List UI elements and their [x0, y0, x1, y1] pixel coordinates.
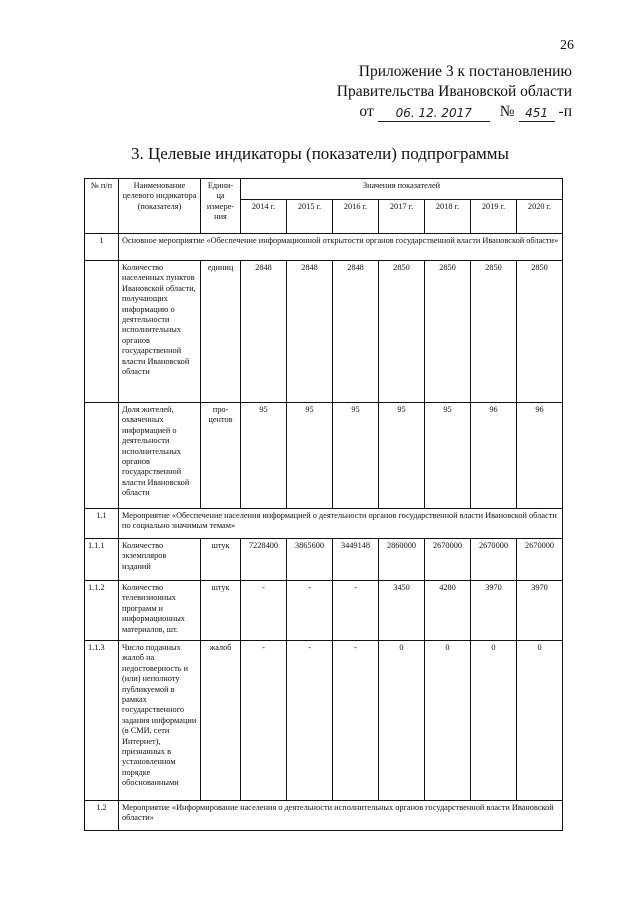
- indicator-name: Количество телевизионных программ и информационных материалов, шт.: [119, 581, 201, 641]
- value-cell: 3865600: [287, 539, 333, 581]
- section-num: 1.2: [85, 801, 119, 831]
- value-cell: 3970: [471, 581, 517, 641]
- header-values-group: Значения показателей: [241, 179, 563, 200]
- ot-label: от: [359, 103, 374, 120]
- row-num: [85, 403, 119, 509]
- value-cell: 96: [517, 403, 563, 509]
- indicator-name: Число поданных жалоб на недостоверность и (или) неполноту публикуемой в рамках государственного задания информации (в СМИ, сети Интернет), признанных в установленном порядке обоснованными: [119, 641, 201, 801]
- row-num: 1.1.1: [85, 539, 119, 581]
- indicator-unit: единиц: [201, 261, 241, 403]
- header-unit: Едини-ца измере-ния: [201, 179, 241, 234]
- value-cell: 2848: [287, 261, 333, 403]
- indicator-name: Количество населенных пунктов Ивановской области, получающих информацию о деятельности исполнительных органов государственной власти Ивановской области: [119, 261, 201, 403]
- value-cell: -: [287, 581, 333, 641]
- value-cell: 95: [425, 403, 471, 509]
- header-year: 2014 г.: [241, 200, 287, 234]
- number-suffix: -п: [558, 103, 572, 120]
- section-title: Мероприятие «Информирование населения о деятельности исполнительных органов государственной власти Ивановской области»: [119, 801, 563, 831]
- header-year: 2018 г.: [425, 200, 471, 234]
- value-cell: 2670000: [517, 539, 563, 581]
- header-year: 2020 г.: [517, 200, 563, 234]
- value-cell: 2850: [425, 261, 471, 403]
- handwritten-date: 06. 12. 2017: [378, 105, 490, 122]
- handwritten-number: 451: [519, 105, 555, 122]
- indicator-unit: про-центов: [201, 403, 241, 509]
- indicators-table: [84, 178, 563, 831]
- appendix-block: [337, 62, 572, 122]
- header-year: 2015 г.: [287, 200, 333, 234]
- section-heading: 3. Целевые индикаторы (показатели) подпрограммы: [131, 144, 509, 163]
- value-cell: 2850: [379, 261, 425, 403]
- section-title: Основное мероприятие «Обеспечение информационной открытости органов государственной власти Ивановской области»: [119, 234, 563, 261]
- value-cell: 2848: [333, 261, 379, 403]
- value-cell: 2670000: [425, 539, 471, 581]
- value-cell: -: [287, 641, 333, 801]
- section-num: 1: [85, 234, 119, 261]
- value-cell: -: [241, 641, 287, 801]
- indicator-unit: жалоб: [201, 641, 241, 801]
- row-num: 1.1.2: [85, 581, 119, 641]
- value-cell: 7228400: [241, 539, 287, 581]
- value-cell: 95: [379, 403, 425, 509]
- appendix-line-3: [337, 102, 572, 122]
- value-cell: 0: [517, 641, 563, 801]
- row-num: 1.1.3: [85, 641, 119, 801]
- value-cell: -: [241, 581, 287, 641]
- indicator-unit: штук: [201, 581, 241, 641]
- indicator-name: Доля жителей, охваченных информацией о деятельности исполнительных органов государственной власти Ивановской области: [119, 403, 201, 509]
- value-cell: 95: [287, 403, 333, 509]
- value-cell: 0: [425, 641, 471, 801]
- value-cell: 0: [379, 641, 425, 801]
- indicator-unit: штук: [201, 539, 241, 581]
- page-number: 26: [560, 38, 574, 53]
- appendix-line-2: Правительства Ивановской области: [336, 83, 572, 100]
- header-name: Наименование целевого индикатора (показателя): [119, 179, 201, 234]
- number-label: №: [499, 103, 515, 120]
- section-num: 1.1: [85, 509, 119, 539]
- value-cell: 95: [333, 403, 379, 509]
- value-cell: 96: [471, 403, 517, 509]
- appendix-line-1: Приложение 3 к постановлению: [358, 63, 572, 80]
- row-num: [85, 261, 119, 403]
- header-num: № п/п: [85, 179, 119, 234]
- indicator-name: Количество экземпляров изданий: [119, 539, 201, 581]
- value-cell: 95: [241, 403, 287, 509]
- value-cell: 3450: [379, 581, 425, 641]
- value-cell: 2670000: [471, 539, 517, 581]
- value-cell: -: [333, 581, 379, 641]
- value-cell: 2850: [517, 261, 563, 403]
- value-cell: 3449148: [333, 539, 379, 581]
- section-title: Мероприятие «Обеспечение населения информацией о деятельности органов государственной власти Ивановской области по социально значимым темам»: [119, 509, 563, 539]
- value-cell: 2860000: [379, 539, 425, 581]
- value-cell: 0: [471, 641, 517, 801]
- header-year: 2016 г.: [333, 200, 379, 234]
- value-cell: 3970: [517, 581, 563, 641]
- value-cell: -: [333, 641, 379, 801]
- header-year: 2017 г.: [379, 200, 425, 234]
- value-cell: 4280: [425, 581, 471, 641]
- value-cell: 2848: [241, 261, 287, 403]
- value-cell: 2850: [471, 261, 517, 403]
- header-year: 2019 г.: [471, 200, 517, 234]
